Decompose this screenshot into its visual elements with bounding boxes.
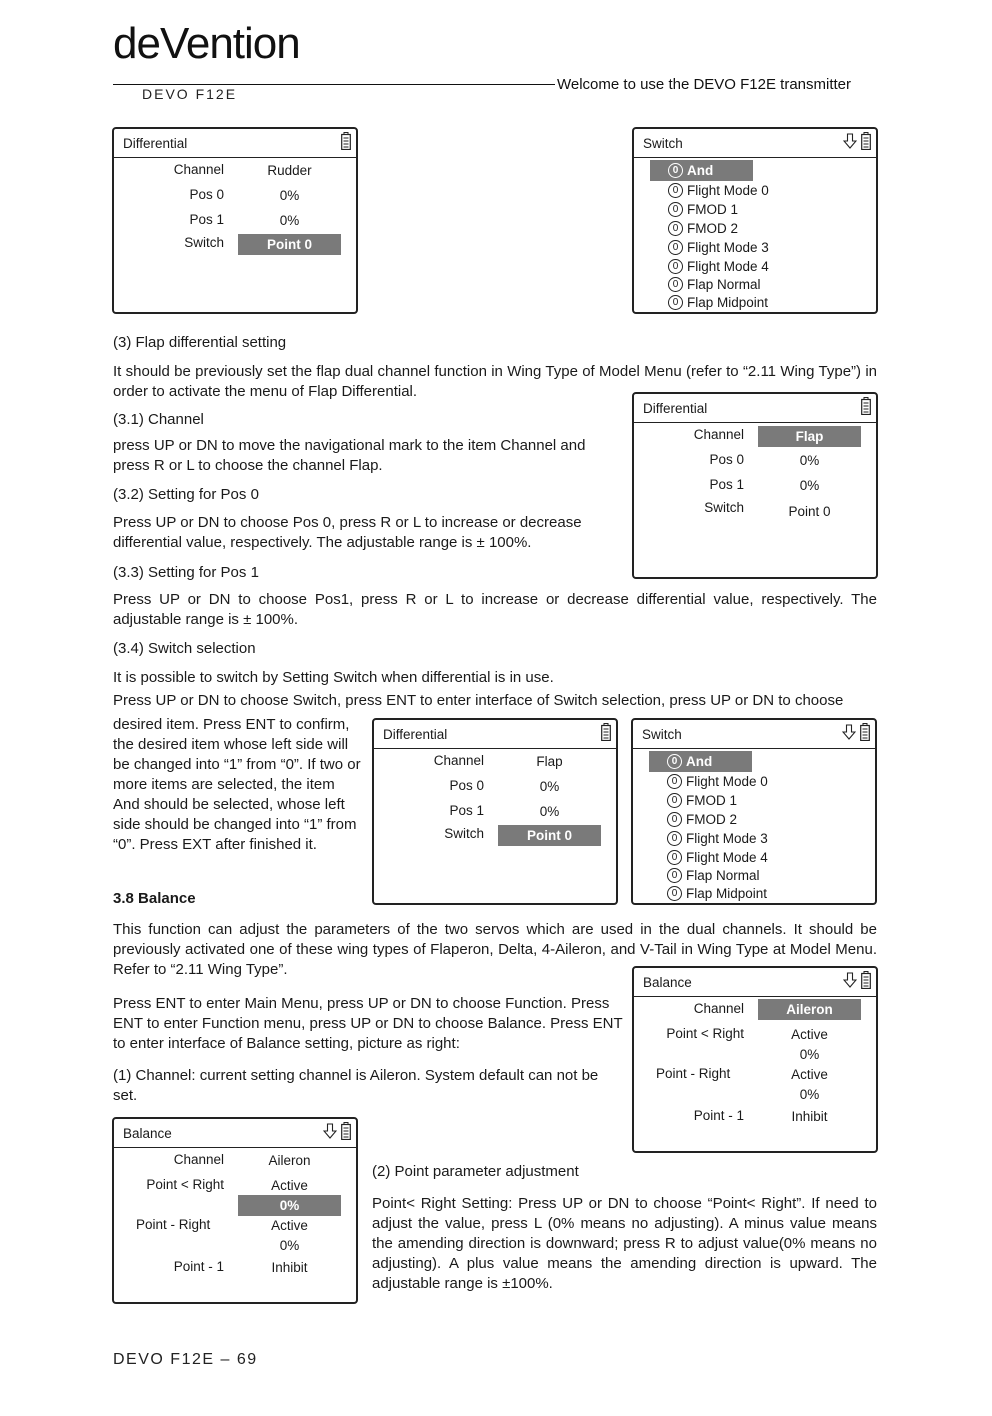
row-label: Point - Right: [136, 1217, 211, 1232]
section-3-4-heading: (3.4) Switch selection: [113, 640, 256, 657]
switch-state-indicator: 0: [668, 202, 683, 217]
row-value[interactable]: Point 0: [238, 234, 341, 255]
switch-option-label: Flight Mode 0: [686, 774, 768, 789]
row-label: Pos 0: [709, 452, 744, 467]
switch-option-label: FMOD 2: [687, 221, 739, 236]
switch-state-indicator: 0: [667, 812, 682, 827]
row-label: Pos 0: [189, 187, 224, 202]
lcd-switch-mid: [631, 718, 877, 905]
lcd-balance-channel: [632, 966, 878, 1153]
switch-state-indicator: 0: [667, 831, 682, 846]
battery-icon: [341, 1122, 351, 1140]
switch-option[interactable]: [667, 868, 760, 883]
lcd-title: Switch: [642, 726, 682, 742]
lcd-title-bar: [374, 720, 616, 749]
lcd-row[interactable]: [374, 826, 616, 848]
row-value[interactable]: 0%: [279, 1238, 300, 1253]
row-value[interactable]: 0%: [799, 453, 820, 468]
switch-option-label: FMOD 1: [687, 202, 739, 217]
page-footer: DEVO F12E – 69: [113, 1351, 258, 1368]
switch-state-indicator: 0: [667, 774, 682, 789]
lcd-row[interactable]: [634, 452, 876, 474]
switch-state-indicator: 0: [668, 295, 683, 310]
battery-icon: [861, 132, 871, 150]
row-label: Pos 1: [709, 477, 744, 492]
switch-state-indicator: 0: [668, 183, 683, 198]
row-value[interactable]: Active: [271, 1218, 308, 1233]
lcd-row[interactable]: [634, 1086, 876, 1106]
lcd-row[interactable]: [114, 235, 356, 257]
model-label: DEVO F12E: [142, 86, 238, 102]
section-3-intro: It should be previously set the flap dual channel function in Wing Type of Model Menu (refer to “2.11 Wing Type”) in order to activate the menu of Flap Differential.: [113, 363, 877, 400]
switch-state-indicator: 0: [667, 886, 682, 901]
switch-option-label: Flight Mode 3: [686, 831, 768, 846]
switch-option-label: FMOD 2: [686, 812, 738, 827]
row-label: Switch: [184, 235, 224, 250]
lcd-title-bar: [634, 394, 876, 423]
lcd-title: Balance: [643, 974, 692, 990]
battery-icon: [601, 723, 611, 741]
switch-option-label: Flight Mode 4: [686, 850, 768, 865]
lcd-row[interactable]: [634, 1026, 876, 1046]
switch-option[interactable]: [668, 202, 738, 217]
lcd-title-bar: [114, 1119, 356, 1148]
section-3-1-body: press UP or DN to move the navigational mark to the item Channel and press R or L to choose the channel Flap.: [113, 437, 586, 474]
row-value[interactable]: Aileron: [758, 999, 861, 1020]
row-value[interactable]: Flap: [536, 754, 563, 769]
switch-option-label: Flight Mode 4: [687, 259, 769, 274]
section-3-3-body: Press UP or DN to choose Pos1, press R or L to increase or decrease differential value, respectively. The adjustable range is ± 100%.: [113, 591, 877, 628]
section-3-8-channel-note: (1) Channel: current setting channel is Aileron. System default can not be set.: [113, 1067, 599, 1104]
row-value[interactable]: Flap: [758, 426, 861, 447]
section-3-8-point-body: Point< Right Setting: Press UP or DN to choose “Point< Right”. If need to adjust the value, press L (0% means no adjusting). A minus value means the amending direction is downward; press R to adjust value(0% means no adjusting). A plus value means the amending direction is upward. The adjustable range is ±100%.: [372, 1195, 877, 1292]
row-value[interactable]: 0%: [279, 213, 300, 228]
switch-option-label: And: [687, 163, 714, 178]
row-label: Channel: [173, 1152, 224, 1167]
row-label: Channel: [693, 427, 744, 442]
brand-logo: deVention: [113, 19, 300, 68]
switch-state-indicator: 0: [667, 850, 682, 865]
row-label: Pos 0: [449, 778, 484, 793]
switch-option-label: Flap Normal: [687, 277, 761, 292]
lcd-row[interactable]: [374, 803, 616, 825]
down-arrow-icon: [843, 972, 857, 988]
row-label: Point - 1: [173, 1259, 224, 1274]
down-arrow-icon: [842, 724, 856, 740]
switch-option[interactable]: [667, 774, 768, 789]
row-value[interactable]: 0%: [539, 779, 560, 794]
header-rule: [113, 84, 555, 85]
section-3-8-point-heading: (2) Point parameter adjustment: [372, 1163, 579, 1180]
switch-state-indicator: 0: [668, 221, 683, 236]
row-label: Pos 1: [449, 803, 484, 818]
row-label: Point - 1: [693, 1108, 744, 1123]
lcd-row[interactable]: [634, 500, 876, 522]
header-welcome: Welcome to use the DEVO F12E transmitter: [557, 76, 852, 93]
switch-option[interactable]: [650, 160, 753, 181]
row-label: Channel: [173, 162, 224, 177]
row-value[interactable]: Aileron: [268, 1153, 311, 1168]
row-value[interactable]: 0%: [279, 188, 300, 203]
row-value[interactable]: 0%: [799, 478, 820, 493]
section-3-8-enter-steps: Press ENT to enter Main Menu, press UP or DN to choose Function. Press ENT to enter Function menu, press UP or DN to choose Balance. Press ENT to enter interface of Balance setting, picture as right:: [113, 995, 623, 1052]
lcd-row[interactable]: [634, 427, 876, 449]
battery-icon: [861, 397, 871, 415]
lcd-title: Differential: [383, 726, 448, 742]
switch-state-indicator: 0: [667, 793, 682, 808]
switch-option[interactable]: [649, 751, 752, 772]
switch-option-label: Flight Mode 0: [687, 183, 769, 198]
switch-state-indicator: 0: [668, 163, 683, 178]
lcd-row[interactable]: [634, 1046, 876, 1066]
switch-option[interactable]: [667, 812, 737, 827]
switch-state-indicator: 0: [668, 259, 683, 274]
lcd-differential-flap-channel: [632, 392, 878, 579]
lcd-row[interactable]: [634, 477, 876, 499]
switch-option[interactable]: [667, 831, 768, 846]
lcd-row[interactable]: [114, 1177, 356, 1197]
switch-option[interactable]: [668, 295, 768, 310]
section-3-2-heading: (3.2) Setting for Pos 0: [113, 486, 259, 503]
lcd-row[interactable]: [114, 1217, 356, 1237]
lcd-row[interactable]: [114, 212, 356, 234]
section-3-4-continuation: desired item. Press ENT to confirm, the desired item whose left side will be changed into “1” from “0”. If two or more items are selected, the item And should be selected, whose left side should be changed into “1” from “0”. Press EXT after finished it.: [113, 716, 361, 853]
switch-state-indicator: 0: [667, 754, 682, 769]
lcd-differential-flap-switch: [372, 718, 618, 905]
row-label: Switch: [444, 826, 484, 841]
switch-option[interactable]: [667, 793, 737, 808]
lcd-title: Differential: [123, 135, 188, 151]
lcd-title-bar: [114, 129, 356, 158]
row-value[interactable]: Inhibit: [791, 1109, 828, 1124]
lcd-row[interactable]: [114, 187, 356, 209]
switch-option-label: Flight Mode 3: [687, 240, 769, 255]
switch-option-label: Flap Midpoint: [686, 886, 768, 901]
switch-option[interactable]: [668, 183, 769, 198]
lcd-title-bar: [634, 129, 876, 158]
lcd-row[interactable]: [114, 1237, 356, 1257]
lcd-row[interactable]: [634, 1066, 876, 1086]
row-value[interactable]: Active: [271, 1178, 308, 1193]
section-3-1-heading: (3.1) Channel: [113, 411, 204, 428]
section-3-2-body: Press UP or DN to choose Pos 0, press R or L to increase or decrease differential value, respectively. The adjustable range is ± 100%.: [113, 514, 582, 551]
lcd-row[interactable]: [634, 1108, 876, 1128]
lcd-title-bar: [633, 720, 875, 749]
row-value[interactable]: Point 0: [498, 825, 601, 846]
switch-option[interactable]: [667, 886, 767, 901]
row-label: Point < Right: [146, 1177, 224, 1192]
switch-state-indicator: 0: [667, 868, 682, 883]
row-label: Point - Right: [656, 1066, 731, 1081]
lcd-title-bar: [634, 968, 876, 997]
switch-option[interactable]: [668, 277, 761, 292]
section-3-4-line2: Press UP or DN to choose Switch, press ENT to enter interface of Switch selection, press UP or DN to choose: [113, 692, 844, 709]
row-value[interactable]: 0%: [539, 804, 560, 819]
row-value[interactable]: 0%: [238, 1195, 341, 1216]
section-3-heading: (3) Flap differential setting: [113, 334, 287, 351]
switch-option-label: And: [686, 754, 713, 769]
down-arrow-icon: [323, 1123, 337, 1139]
lcd-title: Switch: [643, 135, 683, 151]
row-label: Switch: [704, 500, 744, 515]
switch-state-indicator: 0: [668, 277, 683, 292]
row-label: Channel: [693, 1001, 744, 1016]
switch-state-indicator: 0: [668, 240, 683, 255]
row-label: Channel: [433, 753, 484, 768]
row-value[interactable]: 0%: [799, 1087, 820, 1102]
row-value[interactable]: Inhibit: [271, 1260, 308, 1275]
section-3-4-line1: It is possible to switch by Setting Switch when differential is in use.: [113, 669, 554, 686]
lcd-row[interactable]: [114, 1152, 356, 1172]
lcd-title: Balance: [123, 1125, 172, 1141]
row-value[interactable]: Rudder: [267, 163, 312, 178]
lcd-row[interactable]: [634, 1001, 876, 1021]
switch-option[interactable]: [668, 221, 738, 236]
switch-option-label: Flap Normal: [686, 868, 760, 883]
switch-option[interactable]: [667, 850, 768, 865]
lcd-title: Differential: [643, 400, 708, 416]
row-value[interactable]: Point 0: [788, 504, 831, 519]
switch-option-label: FMOD 1: [686, 793, 738, 808]
lcd-row[interactable]: [114, 1197, 356, 1217]
section-3-8-intro: This function can adjust the parameters of the two servos which are used in the dual channels. It should be previously activated one of these wing types of Flaperon, Delta, 4-Aileron, and V-Tail in Wing Type at Model Menu. Refer to “2.11 Wing Type”.: [113, 921, 877, 978]
switch-option[interactable]: [668, 240, 769, 255]
lcd-differential-rudder: [112, 127, 358, 314]
row-value[interactable]: Active: [791, 1027, 828, 1042]
switch-option[interactable]: [668, 259, 769, 274]
lcd-switch-top: [632, 127, 878, 314]
down-arrow-icon: [843, 133, 857, 149]
section-3-3-heading: (3.3) Setting for Pos 1: [113, 564, 259, 581]
row-value[interactable]: 0%: [799, 1047, 820, 1062]
battery-icon: [860, 723, 870, 741]
lcd-row[interactable]: [114, 1259, 356, 1279]
row-value[interactable]: Active: [791, 1067, 828, 1082]
lcd-row[interactable]: [374, 778, 616, 800]
lcd-balance-point: [112, 1117, 358, 1304]
section-3-8-heading: 3.8 Balance: [113, 890, 196, 907]
lcd-row[interactable]: [374, 753, 616, 775]
switch-option-label: Flap Midpoint: [687, 295, 769, 310]
battery-icon: [341, 132, 351, 150]
battery-icon: [861, 971, 871, 989]
row-label: Point < Right: [666, 1026, 744, 1041]
lcd-row[interactable]: [114, 162, 356, 184]
row-label: Pos 1: [189, 212, 224, 227]
